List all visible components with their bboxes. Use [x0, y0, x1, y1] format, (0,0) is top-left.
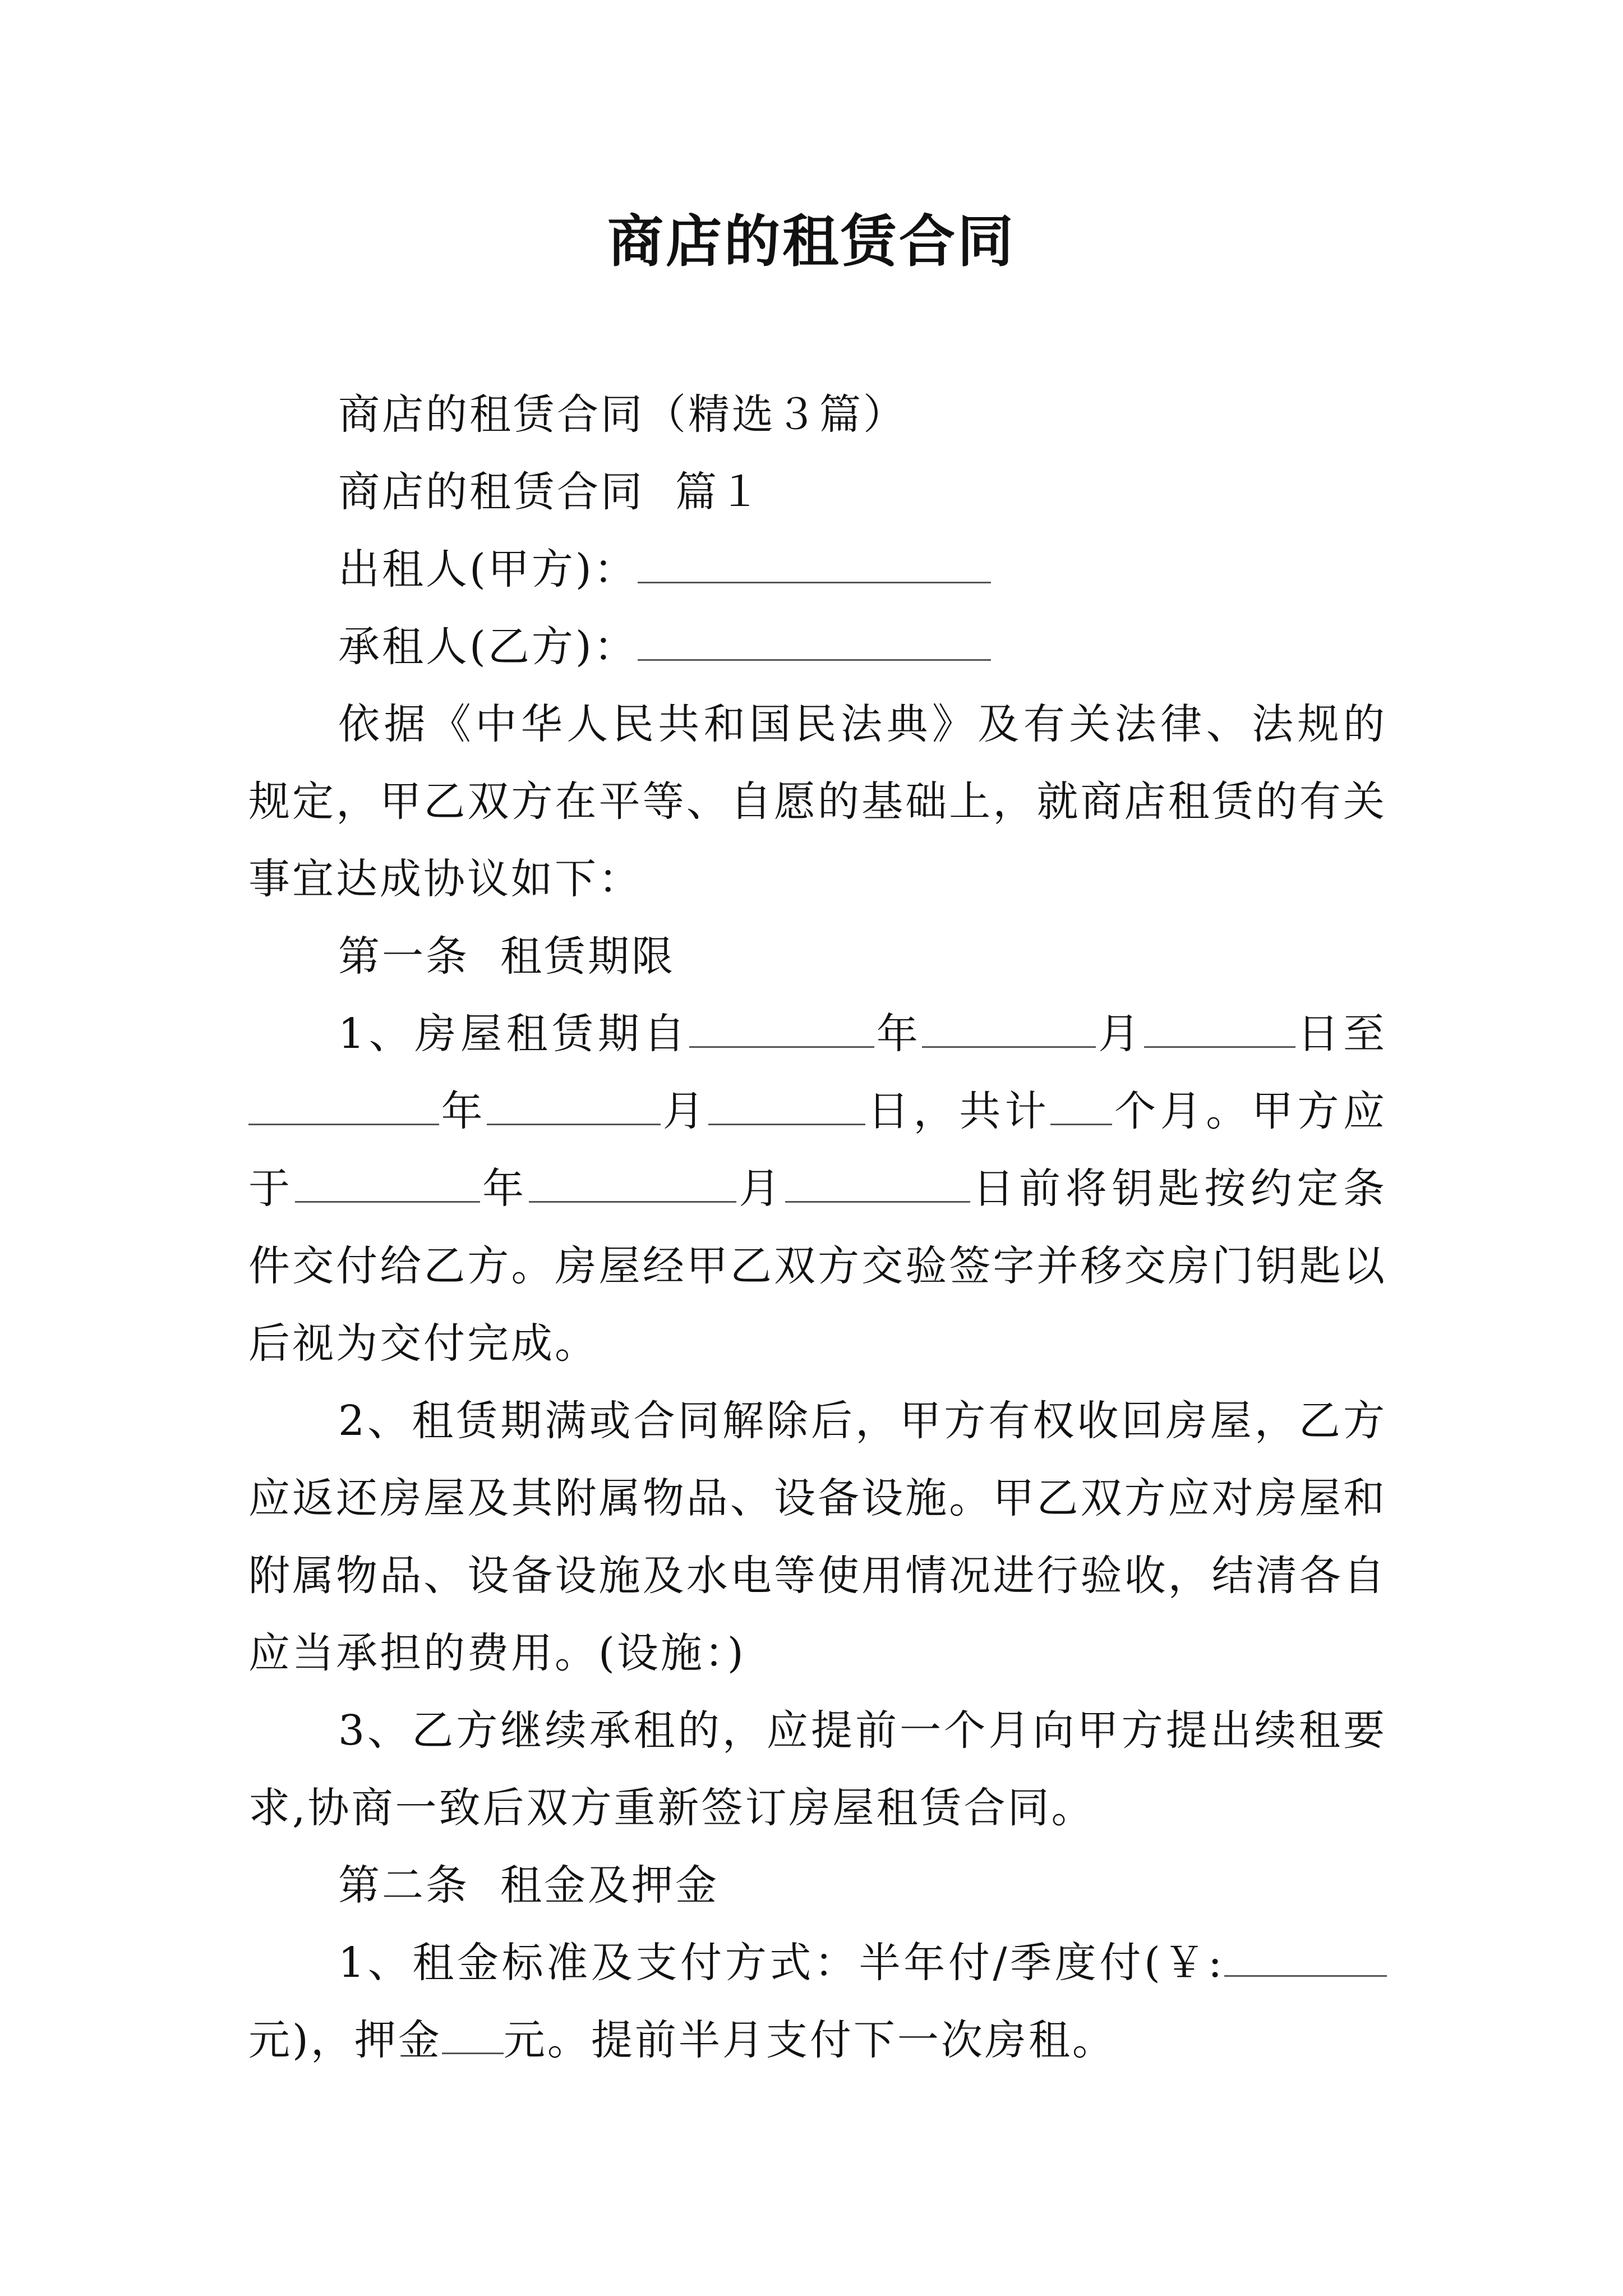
document-title: 商店的租赁合同: [607, 208, 1016, 274]
text-run: 1、房屋租赁期自: [338, 1010, 690, 1058]
lessee-line: [248, 608, 1387, 685]
text-run: 元)，押金: [248, 2016, 442, 2064]
blank-end-month: [487, 1084, 661, 1125]
blank-start-year: [689, 1007, 874, 1048]
blank-delivery-day: [785, 1162, 970, 1203]
article1-heading: 第一条 租赁期限: [338, 932, 676, 981]
lessor-blank: [638, 542, 991, 583]
text-run: 月: [736, 1165, 785, 1213]
article1-item2: 2、租赁期满或合同解除后，甲方有权收回房屋，乙方应返还房屋及其附属物品、设备设施。甲乙双方应对房屋和附属物品、设备设施及水电等使用情况进行验收，结清各自应当承担的费用。(设施：): [248, 1397, 1387, 1677]
text-run: 年: [874, 1010, 923, 1058]
text-run: 1、租金标准及支付方式：半年付/季度付(￥:: [338, 1939, 1224, 1987]
text-run: 日至: [1295, 1010, 1387, 1058]
text-run: 年: [479, 1165, 529, 1213]
blank-delivery-month: [529, 1162, 736, 1203]
blank-total-months: [1050, 1084, 1112, 1125]
text-run: 日前将钥匙按约定条件交付给乙方。房屋经甲乙双方交验签字并移交房门钥匙以后视为交付完成。: [248, 1165, 1387, 1368]
article1-item1: [248, 995, 1387, 1382]
section-heading: 商店的租赁合同 篇１: [338, 468, 763, 516]
document-body: [248, 376, 1387, 2079]
intro-paragraph: 依据《中华人民共和国民法典》及有关法律、法规的规定，甲乙双方在平等、自愿的基础上，就商店租赁的有关事宜达成协议如下：: [248, 700, 1387, 903]
blank-deposit-amount: [442, 2013, 504, 2054]
blank-end-day: [708, 1084, 865, 1125]
text-run: 元。提前半月支付下一次房租。: [503, 2016, 1116, 2064]
blank-delivery-year: [295, 1162, 480, 1203]
article1-item3: 3、乙方继续承租的，应提前一个月向甲方提出续租要求,协商一致后双方重新签订房屋租赁合同。: [248, 1706, 1387, 1832]
blank-start-day: [1144, 1007, 1295, 1048]
lessee-blank: [638, 620, 991, 661]
document-subtitle: 商店的租赁合同（精选３篇）: [338, 390, 907, 439]
text-run: 月: [1096, 1010, 1144, 1058]
text-run: 年: [439, 1087, 487, 1135]
article2-item1: [248, 1924, 1387, 2079]
article2-heading: 第二条 租金及押金: [338, 1861, 720, 1910]
lessee-label: 承租人(乙方)：: [338, 623, 638, 671]
text-run: 月: [661, 1087, 709, 1135]
blank-end-year: [248, 1084, 439, 1125]
text-run: 个月。甲方应于: [248, 1087, 1387, 1213]
lessor-line: [248, 531, 1387, 608]
blank-start-month: [922, 1007, 1096, 1048]
lessor-label: 出租人(甲方)：: [338, 545, 638, 593]
blank-rent-amount: [1224, 1936, 1387, 1977]
text-run: 日，共计: [865, 1087, 1051, 1135]
